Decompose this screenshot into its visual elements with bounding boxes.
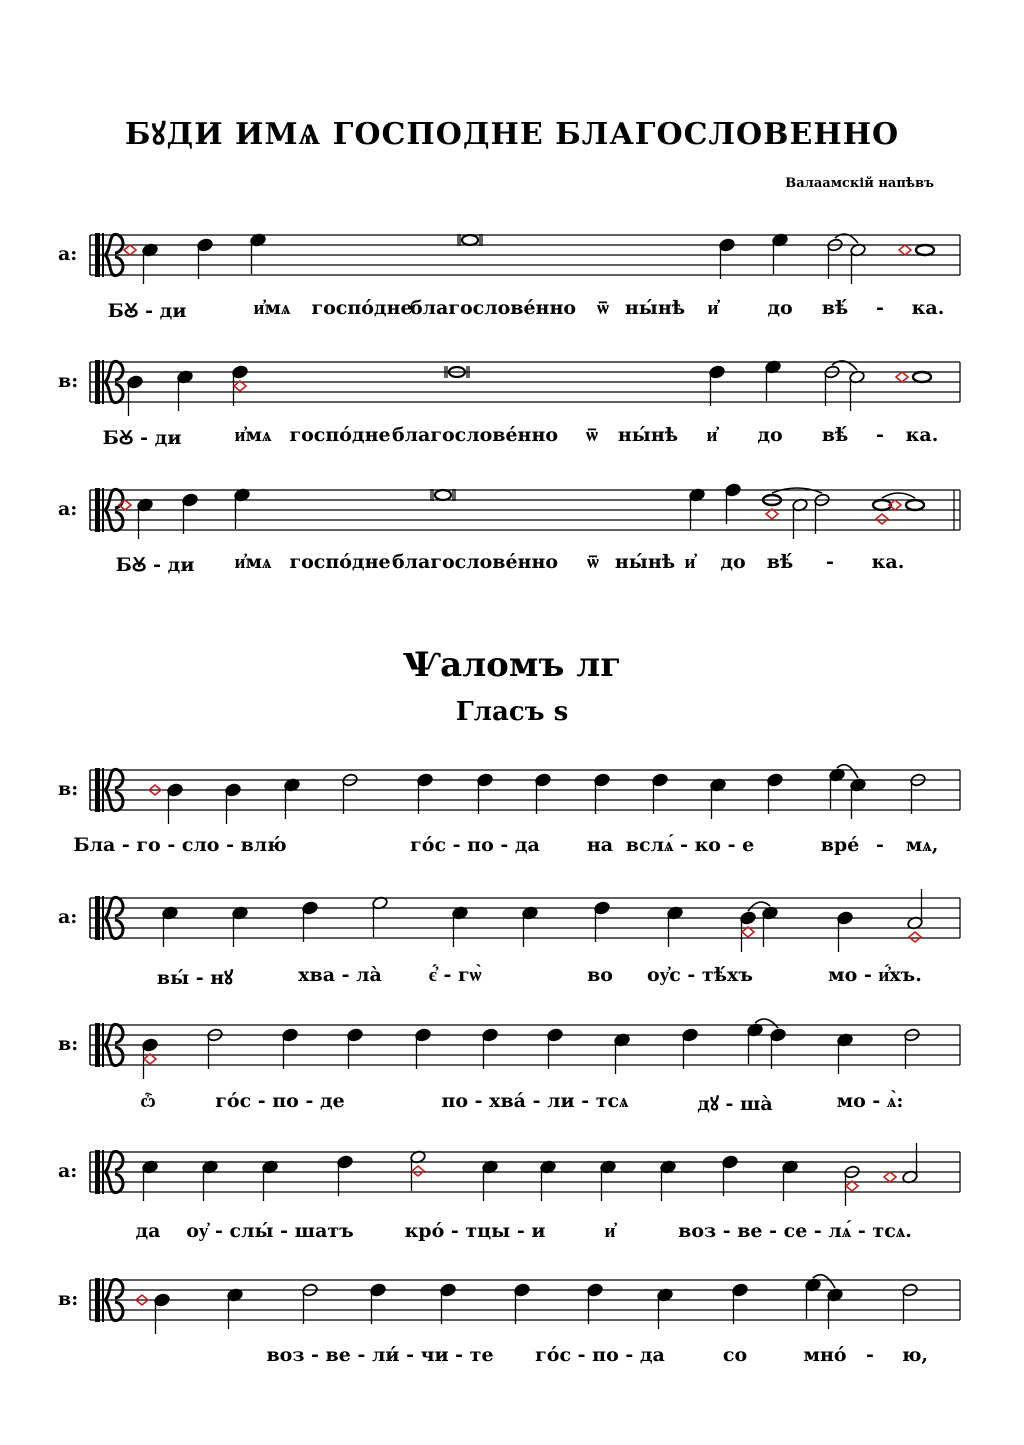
quarter-note [440,1283,457,1324]
lyrics-line [0,964,1024,994]
voice-label: а: [58,906,78,928]
lyric-syllable: - [876,424,884,446]
quarter-note [725,483,742,524]
quarter-note [829,768,846,809]
lyric-syllable: мѧ, [905,834,939,856]
lyrics-line [0,297,1024,327]
quarter-note [747,1023,764,1064]
lyric-syllable: Бла - го - сло - влю́ [73,834,287,856]
quarter-note [182,493,199,534]
red-lozenge-mark [899,245,911,255]
lyric-syllable: вѣ́ [821,424,849,446]
quarter-note [657,1288,674,1329]
quarter-note [522,906,539,947]
half-note [902,1283,919,1324]
quarter-note [709,365,726,406]
quarter-note [850,778,867,819]
half-note [902,1143,919,1184]
quarter-note [837,911,854,952]
lyric-syllable: є҆́ - гѡ̀ [428,964,482,986]
quarter-note [370,1283,387,1324]
quarter-note [415,1028,432,1069]
chant-title: БꙋДИ ИМѦ ГОСПОДНЕ БЛАГОСЛОВЕННО [124,117,900,152]
lyric-syllable: - [866,1344,874,1366]
quarter-note [600,1160,617,1201]
quarter-note [765,360,782,401]
quarter-note [337,1155,354,1196]
half-note [904,1028,921,1069]
whole-note [913,372,931,382]
lyric-syllable: и҆ [604,1220,616,1242]
lyric-syllable: вы́ - нꙋ [156,967,234,989]
quarter-note [660,1160,677,1201]
quarter-note [540,1160,557,1201]
quarter-note [142,1160,159,1201]
quarter-note [347,1028,364,1069]
lyric-syllable: ка. [905,424,939,446]
lyric-syllable: госпо́дне [311,297,413,319]
lyric-syllable: мно́ [803,1344,847,1366]
lyric-syllable: со [722,1344,748,1366]
quarter-note [234,488,251,529]
lyric-syllable: благословéнно [391,551,559,573]
quarter-note [162,906,179,947]
staff-system [0,1005,1024,1085]
quarter-note [477,773,494,814]
quarter-note [137,498,154,539]
lyric-syllable: воз - ве - се - лѧ́ - тсѧ. [678,1220,912,1242]
lyrics-line [0,1220,1024,1250]
voice-label: а: [58,498,78,520]
quarter-note [710,778,727,819]
quarter-note [594,773,611,814]
lyric-syllable: благословéнно [409,297,577,319]
lyric-syllable: дꙋ - ша̀ [697,1093,773,1115]
breve-note [458,234,482,246]
lyric-syllable: го́с - по - да [535,1344,665,1366]
lyric-syllable: - [876,297,884,319]
staff-system [0,215,1024,295]
lyrics-line [0,1090,1024,1120]
voice-label: в: [58,778,79,800]
lyric-syllable: и҆мѧ [253,297,291,319]
half-note [792,498,809,539]
half-note [824,365,841,406]
staff-system [0,470,1024,550]
quarter-note [535,773,552,814]
lyric-syllable: оу҆с - тѣ́хъ [647,964,753,986]
quarter-note [227,1288,244,1329]
lyric-syllable: на [586,834,614,856]
lyric-syllable: и҆мѧ [234,424,272,446]
lyric-syllable: го́с - по - де [215,1090,345,1112]
quarter-note [452,906,469,947]
red-lozenge-mark [124,245,136,255]
quarter-note [772,233,789,274]
voice-label: в: [58,1288,79,1310]
voice-label: а: [58,243,78,265]
lyric-syllable: ѽ [140,1090,156,1112]
lyric-syllable: мо - ѧ̀: [836,1090,904,1112]
voice-label: в: [58,370,79,392]
lyric-syllable: до [767,297,793,319]
staff-system [0,750,1024,830]
red-lozenge-mark [884,1172,896,1182]
quarter-note [232,906,249,947]
lyric-syllable: ны́нѣ [614,551,676,573]
half-note [907,889,924,930]
quarter-note [652,773,669,814]
lyric-syllable: БꙊ - ди [107,300,187,322]
quarter-note [722,1155,739,1196]
quarter-note [732,1283,749,1324]
quarter-note [482,1160,499,1201]
quarter-note [262,1160,279,1201]
half-note [850,243,867,284]
lyric-syllable: вѣ́ [821,297,849,319]
lyric-syllable: оу҆ - слы́ - шатъ [186,1220,354,1242]
red-lozenge-mark [412,1166,424,1176]
red-lozenge-mark [909,932,921,942]
lyric-syllable: во [587,964,613,986]
quarter-note [197,238,214,279]
quarter-note [689,488,706,529]
quarter-note [682,1028,699,1069]
lyric-syllable: вслѧ́ - ко - е [625,834,755,856]
lyric-syllable: ю, [901,1344,929,1366]
quarter-note [782,1160,799,1201]
quarter-note [225,783,242,824]
lyric-syllable: ѿ [587,551,599,573]
lyrics-line [0,551,1024,581]
lyric-syllable: - [876,834,884,856]
quarter-note [587,1283,604,1324]
slur [882,493,915,498]
lyric-syllable: ка. [871,551,905,573]
quarter-note [282,1028,299,1069]
lyrics-line [0,1344,1024,1374]
half-note [372,896,389,937]
whole-note [916,245,934,255]
lyric-syllable: мо - и҆́хъ. [828,964,922,986]
red-lozenge-mark [876,514,888,524]
lyric-syllable: да [135,1220,161,1242]
lyric-syllable: до [720,551,746,573]
lyric-syllable: ны́нѣ [617,424,679,446]
composer-attribution: Валаамскій напѣвъ [785,176,934,191]
lyric-syllable: по - хва́ - ли - тсѧ [441,1090,629,1112]
half-note [302,1283,319,1324]
quarter-note [719,238,736,279]
lyrics-line [0,424,1024,454]
lyric-syllable: ѿ [597,297,609,319]
quarter-note [770,1028,787,1069]
whole-note [906,500,924,510]
quarter-note [250,233,267,274]
quarter-note [177,370,194,411]
half-note [910,773,927,814]
lyric-syllable: - [826,551,834,573]
quarter-note [127,375,144,416]
quarter-note [805,1278,822,1319]
quarter-note [482,1028,499,1069]
lyric-syllable: вѣ́ [766,551,794,573]
half-note [814,493,831,534]
lyric-syllable: ѿ [586,424,598,446]
staff-system [0,1132,1024,1212]
lyric-syllable: БꙊ - ди [102,427,182,449]
staff-system [0,878,1024,958]
quarter-note [614,1033,631,1074]
quarter-note [594,901,611,942]
lyric-syllable: го́с - по - да [410,834,540,856]
half-note [849,370,866,411]
lyric-syllable: вре́ [820,834,860,856]
quarter-note [767,773,784,814]
lyric-syllable: госпо́дне [289,551,391,573]
breve-note [431,489,455,501]
half-note [342,773,359,814]
lyrics-line [0,834,1024,864]
quarter-note [154,1293,171,1334]
lyric-syllable: воз - ве - ли́ - чи - те [266,1344,494,1366]
lyric-syllable: госпóдне [289,424,391,446]
lyric-syllable: хва - лà [298,964,382,986]
tone-label: Гласъ ѕ [455,697,569,727]
lyric-syllable: и҆ [706,424,718,446]
lyric-syllable: ны́нѣ [624,297,686,319]
half-note [827,238,844,279]
quarter-note [202,1160,219,1201]
lyric-syllable: кро́ - тцы - и [404,1220,546,1242]
lyric-syllable: ка. [911,297,945,319]
lyric-syllable: и҆ [707,297,719,319]
quarter-note [547,1028,564,1069]
staff-system [0,1260,1024,1340]
red-lozenge-mark [896,372,908,382]
lyric-syllable: и҆мѧ [234,551,272,573]
quarter-note [167,783,184,824]
quarter-note [667,906,684,947]
quarter-note [514,1283,531,1324]
lyric-syllable: благословéнно [391,424,559,446]
quarter-note [302,901,319,942]
quarter-note [827,1288,844,1329]
quarter-note [284,778,301,819]
quarter-note [417,773,434,814]
quarter-note [142,243,159,284]
lyric-syllable: и҆ [684,551,696,573]
half-note [207,1028,224,1069]
staff-system [0,342,1024,422]
psalm-title: Ѱаломъ лг [402,645,622,685]
lyric-syllable: БꙊ - ди [115,554,195,576]
quarter-note [762,906,779,947]
quarter-note [837,1033,854,1074]
voice-label: а: [58,1160,78,1182]
lyric-syllable: до [757,424,783,446]
voice-label: в: [58,1033,79,1055]
